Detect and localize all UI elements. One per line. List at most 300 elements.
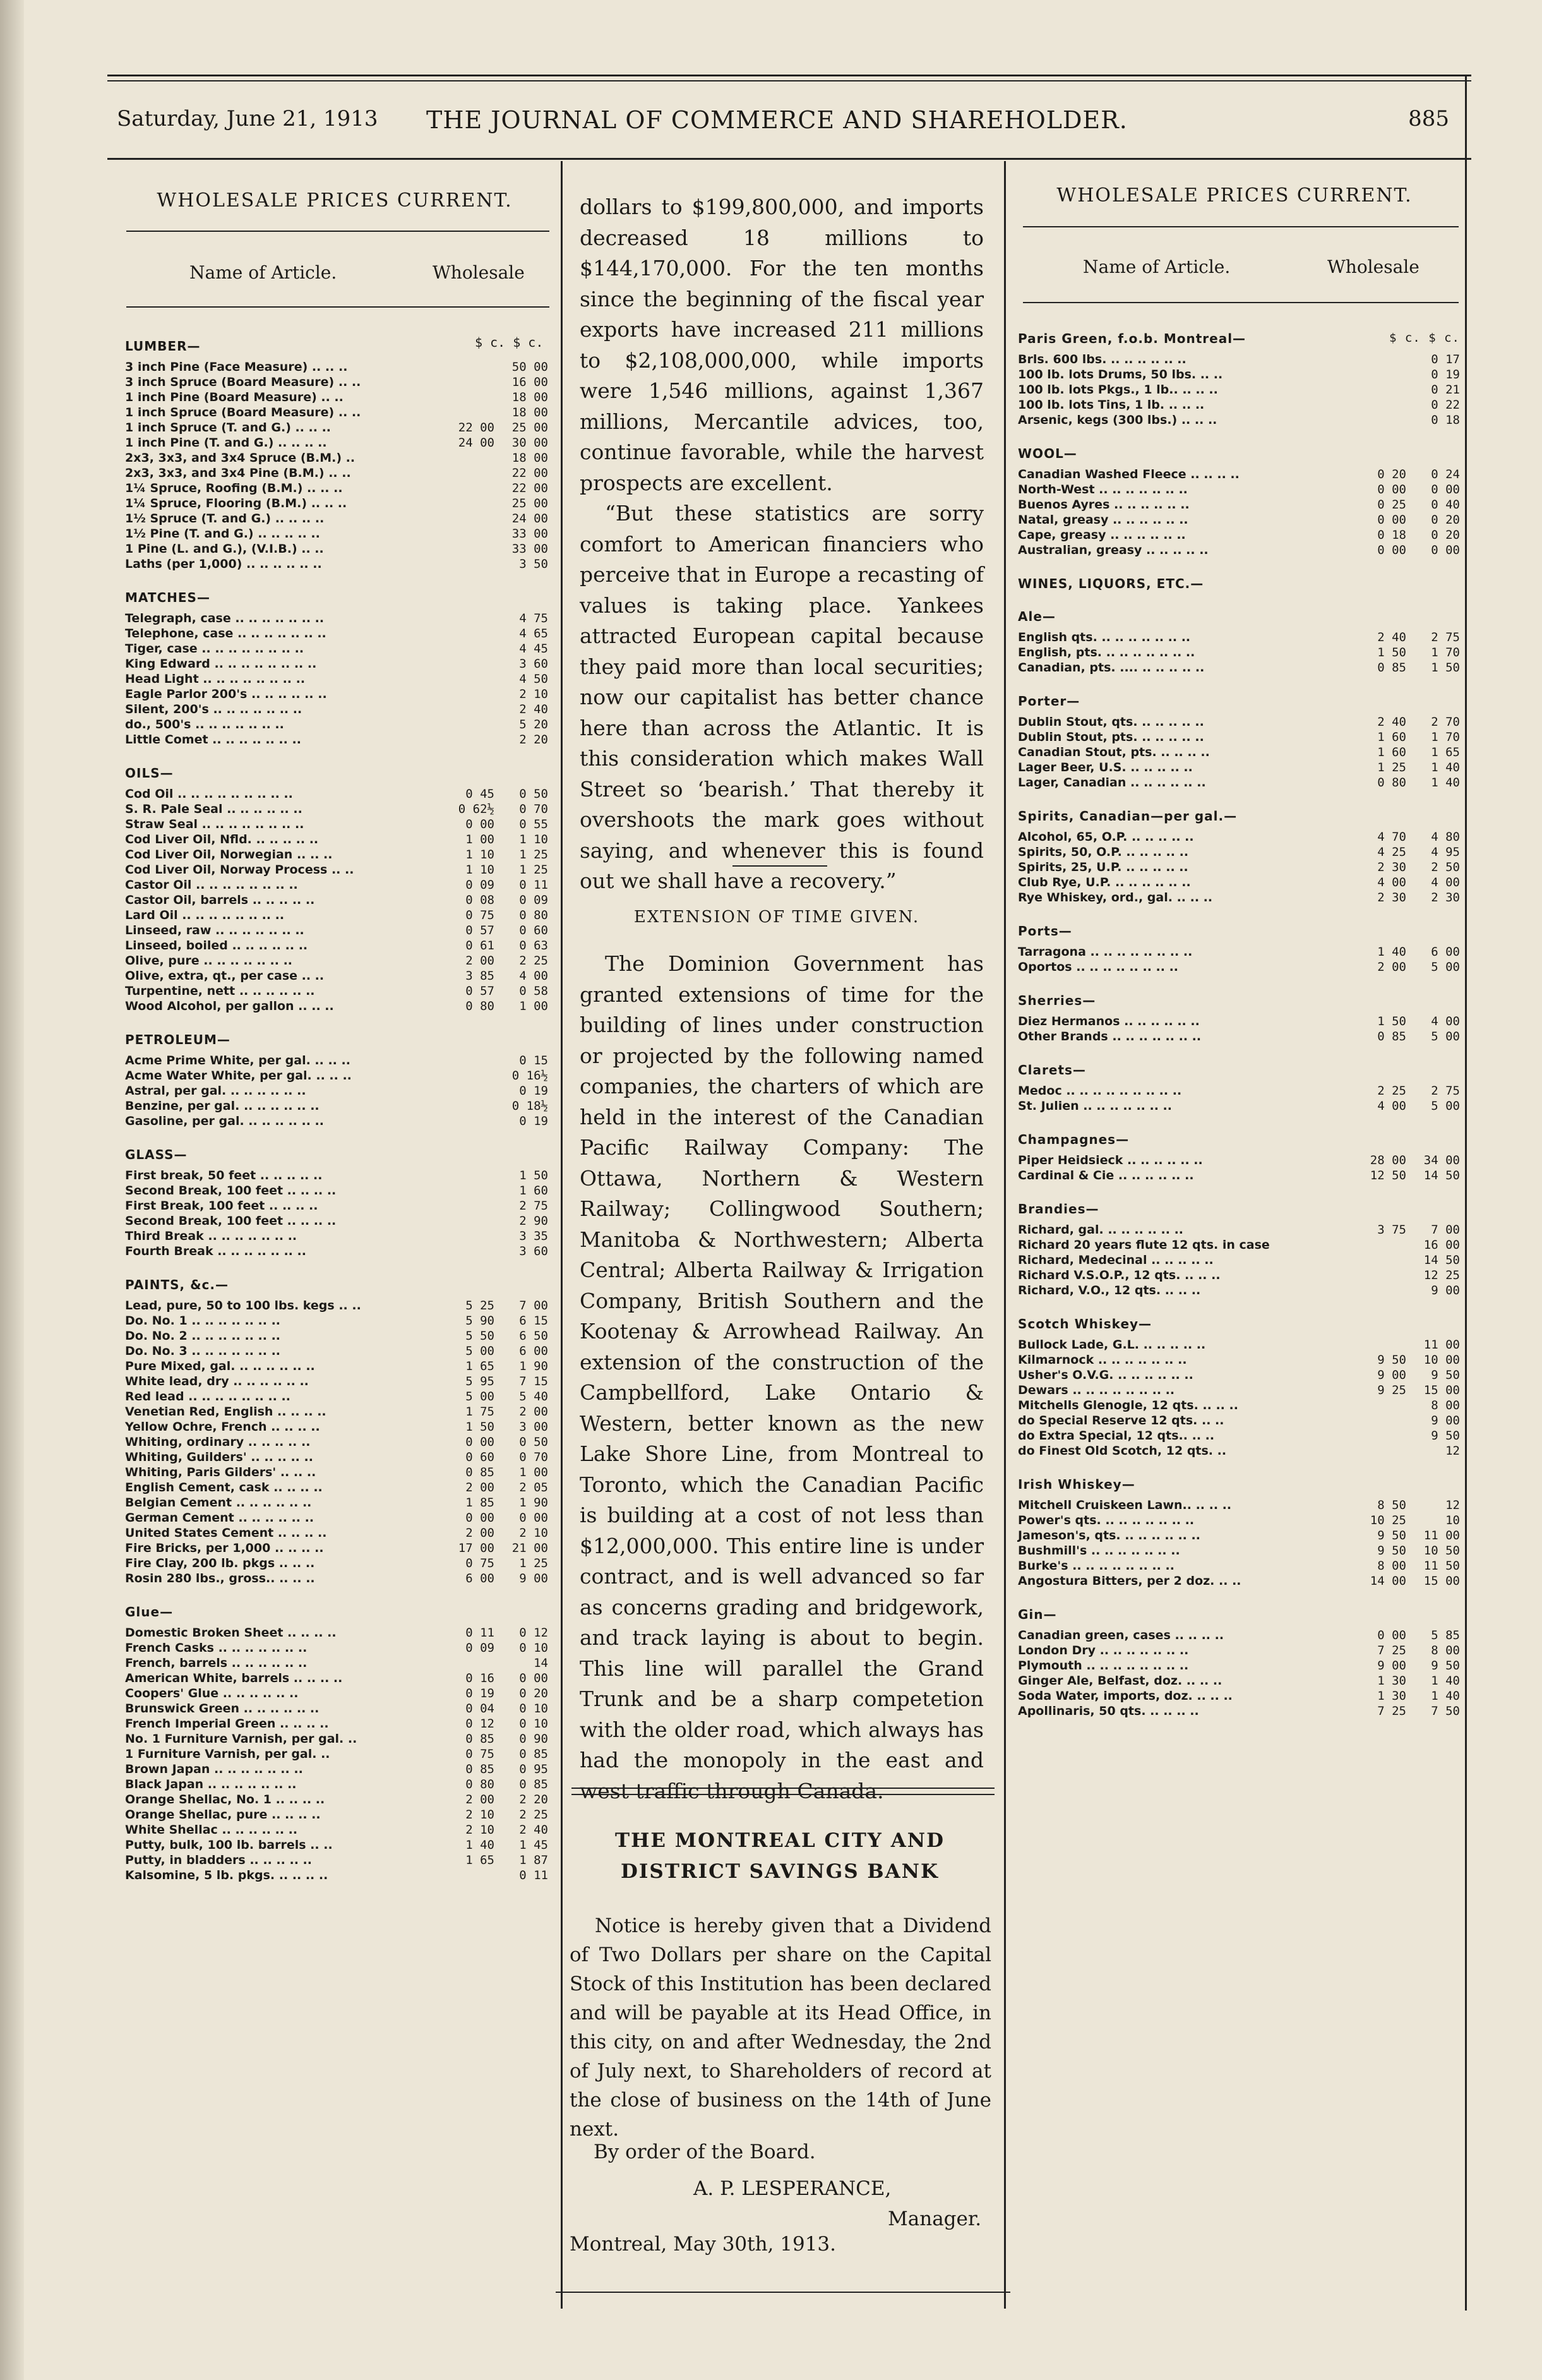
right-price-row <box>1018 368 1460 383</box>
right-price-row <box>1018 1338 1460 1353</box>
right-article-name: Spirits, 25, U.P. .. .. .. .. .. <box>1018 860 1188 874</box>
left-article-name: Gasoline, per gal. .. .. .. .. .. .. <box>125 1114 324 1128</box>
right-price-low: 0 25 <box>1377 498 1406 512</box>
left-price-row <box>125 527 549 542</box>
left-article-name: Pure Mixed, gal. .. .. .. .. .. .. <box>125 1359 315 1373</box>
bottom-rule <box>556 2292 1010 2293</box>
notice-role: Manager. <box>888 2208 982 2230</box>
left-article-name: Fire Clay, 200 lb. pkgs .. .. .. <box>125 1556 315 1570</box>
left-price-low: 0 19 <box>465 1686 494 1700</box>
left-article-name: do., 500's .. .. .. .. .. .. .. <box>125 718 284 731</box>
right-section-title: Sherries— <box>1018 993 1096 1008</box>
left-price-high: 1 90 <box>519 1359 548 1373</box>
left-price-low: 0 00 <box>465 817 494 831</box>
left-article-name: Second Break, 100 feet .. .. .. .. <box>125 1214 337 1228</box>
left-price-row <box>125 1199 549 1214</box>
left-section-title: LUMBER— <box>125 339 201 354</box>
right-price-high: 9 50 <box>1431 1659 1460 1673</box>
right-price-high: 15 00 <box>1423 1383 1460 1397</box>
right-price-high: 5 00 <box>1431 1099 1460 1113</box>
left-price-low: 0 80 <box>465 999 494 1013</box>
left-price-row <box>125 1808 549 1823</box>
left-price-low: 0 85 <box>465 1732 494 1746</box>
left-article-name: Do. No. 1 .. .. .. .. .. .. .. <box>125 1314 281 1328</box>
left-price-high: 1 00 <box>519 1465 548 1479</box>
left-price-high: 0 00 <box>519 1511 548 1525</box>
right-article-name: Richard 20 years flute 12 qts. in case <box>1018 1238 1270 1252</box>
left-price-low: 2 00 <box>465 954 494 968</box>
right-article-name: Canadian, pts. .... .. .. .. .. .. <box>1018 661 1205 675</box>
right-price-row <box>1018 513 1460 528</box>
right-price-low: 1 30 <box>1377 1674 1406 1688</box>
left-article-name: French Casks .. .. .. .. .. .. .. <box>125 1641 308 1655</box>
right-price-row <box>1018 1353 1460 1368</box>
right-article-name: Bullock Lade, G.L. .. .. .. .. .. <box>1018 1338 1206 1352</box>
left-price-row <box>125 733 549 748</box>
right-price-high: 7 00 <box>1431 1223 1460 1237</box>
left-price-low: 0 57 <box>465 923 494 937</box>
left-price-high: 33 00 <box>511 542 548 556</box>
right-price-high: 11 00 <box>1423 1338 1460 1352</box>
left-article-name: No. 1 Furniture Varnish, per gal. .. <box>125 1732 357 1746</box>
right-price-high: 1 40 <box>1431 760 1460 774</box>
right-price-high: 9 50 <box>1431 1429 1460 1443</box>
right-price-high: 12 <box>1445 1444 1460 1458</box>
left-price-row <box>125 939 549 954</box>
right-price-low: 0 85 <box>1377 661 1406 675</box>
left-subheading-rule <box>126 306 549 308</box>
left-price-high: 3 60 <box>519 1244 548 1258</box>
left-article-name: 3 inch Pine (Face Measure) .. .. .. <box>125 360 348 374</box>
right-price-low: 9 50 <box>1377 1529 1406 1542</box>
right-price-low: 0 18 <box>1377 528 1406 542</box>
left-article-name: Whiting, ordinary .. .. .. .. .. <box>125 1435 311 1449</box>
right-article-name: 100 lb. lots Tins, 1 lb. .. .. .. <box>1018 398 1205 412</box>
left-article-name: Silent, 200's .. .. .. .. .. .. .. <box>125 702 302 716</box>
right-price-high: 1 40 <box>1431 1689 1460 1703</box>
article-paragraph-2: “But these statistics are sorry comfort to American financiers who perceive that in Europe a recasting of values is taking place. Yankees attracted European capital because they paid more than local securities; now our capitalist has better chance here than across the Atlantic. It is this consideration which makes Wall Street so ‘bearish.’ That thereby it overshoots the mark goes without saying, and whenever this is found out we shall have a recovery.” <box>580 501 984 893</box>
left-price-low: 0 62½ <box>458 802 494 816</box>
right-price-row <box>1018 1628 1460 1644</box>
left-price-row <box>125 1299 549 1314</box>
right-article-name: Power's qts. .. .. .. .. .. .. .. <box>1018 1513 1195 1527</box>
left-price-row <box>125 1777 549 1793</box>
left-price-low: 0 12 <box>465 1717 494 1731</box>
left-price-row <box>125 512 549 527</box>
frame-right-rule <box>1465 75 1467 2311</box>
notice-signer: A. P. LESPERANCE, <box>693 2177 892 2200</box>
left-price-row <box>125 832 549 848</box>
left-price-high: 2 20 <box>519 1793 548 1806</box>
left-price-high: 2 75 <box>519 1199 548 1213</box>
left-price-row <box>125 1641 549 1656</box>
left-price-row <box>125 1671 549 1686</box>
right-price-high: 9 50 <box>1431 1368 1460 1382</box>
right-price-row <box>1018 1674 1460 1689</box>
right-price-high: 4 00 <box>1431 875 1460 889</box>
left-article-name: S. R. Pale Seal .. .. .. .. .. .. <box>125 802 302 816</box>
left-price-row <box>125 657 549 672</box>
right-article-name: do Special Reserve 12 qts. .. .. <box>1018 1414 1224 1427</box>
left-price-high: 0 18½ <box>511 1099 548 1113</box>
right-price-low: 1 30 <box>1377 1689 1406 1703</box>
right-price-low: 9 50 <box>1377 1544 1406 1558</box>
left-price-high: 18 00 <box>511 390 548 404</box>
left-price-row <box>125 718 549 733</box>
left-article-name: Cod Liver Oil, Norway Process .. .. <box>125 863 354 877</box>
right-wholesale-label: Wholesale <box>1327 256 1419 277</box>
right-price-row <box>1018 543 1460 558</box>
left-price-row <box>125 611 549 627</box>
left-price-row <box>125 451 549 466</box>
left-section-title: PETROLEUM— <box>125 1032 230 1047</box>
notice-title-2: DISTRICT SAVINGS BANK <box>621 1860 939 1883</box>
left-price-high: 0 50 <box>519 1435 548 1449</box>
right-section-title: Paris Green, f.o.b. Montreal— $ c. $ c. <box>1018 331 1460 346</box>
left-article-name: 1 inch Spruce (T. and G.) .. .. .. <box>125 421 332 435</box>
left-price-low: 0 16 <box>465 1671 494 1685</box>
left-price-list <box>125 335 549 1884</box>
left-article-name: 1 inch Pine (T. and G.) .. .. .. .. <box>125 436 327 450</box>
right-article-name: do Finest Old Scotch, 12 qts. .. <box>1018 1444 1227 1458</box>
left-article-name: Castor Oil .. .. .. .. .. .. .. .. <box>125 878 298 892</box>
left-price-high: 0 85 <box>519 1777 548 1791</box>
left-price-high: 25 00 <box>511 421 548 435</box>
right-price-row <box>1018 1084 1460 1099</box>
right-price-row <box>1018 1153 1460 1169</box>
right-price-high: 11 50 <box>1423 1559 1460 1573</box>
left-price-low: 0 61 <box>465 939 494 953</box>
right-price-high: 34 00 <box>1423 1153 1460 1167</box>
right-price-row <box>1018 1544 1460 1559</box>
left-price-high: 0 20 <box>519 1686 548 1700</box>
left-price-low: 0 85 <box>465 1762 494 1776</box>
left-price-high: 0 80 <box>519 908 548 922</box>
left-article-name: Cod Liver Oil, Nfld. .. .. .. .. .. <box>125 832 319 846</box>
left-article-name: Putty, bulk, 100 lb. barrels .. .. <box>125 1838 333 1852</box>
right-article-name: Cardinal & Cie .. .. .. .. .. .. <box>1018 1169 1194 1182</box>
right-price-high: 0 21 <box>1431 383 1460 397</box>
left-price-high: 6 50 <box>519 1329 548 1343</box>
right-price-low: 9 00 <box>1377 1659 1406 1673</box>
right-price-high: 4 95 <box>1431 845 1460 859</box>
left-price-high: 0 12 <box>519 1626 548 1640</box>
left-article-name: Little Comet .. .. .. .. .. .. .. <box>125 733 301 747</box>
left-price-row <box>125 687 549 702</box>
left-price-high: 24 00 <box>511 512 548 526</box>
right-article-name: Canadian Stout, pts. .. .. .. .. <box>1018 745 1210 759</box>
right-name-label: Name of Article. <box>1083 256 1231 277</box>
left-price-high: 2 25 <box>519 954 548 968</box>
left-article-name: 1 Furniture Varnish, per gal. .. <box>125 1747 330 1761</box>
right-price-high: 11 00 <box>1423 1529 1460 1542</box>
right-price-high: 2 70 <box>1431 715 1460 729</box>
left-article-name: 1 Pine (L. and G.), (V.I.B.) .. .. <box>125 542 324 556</box>
right-article-name: Dublin Stout, pts. .. .. .. .. .. <box>1018 730 1204 744</box>
left-price-row <box>125 1314 549 1329</box>
right-article-name: Richard, gal. .. .. .. .. .. .. <box>1018 1223 1184 1237</box>
right-article-name: Medoc .. .. .. .. .. .. .. .. .. <box>1018 1084 1182 1098</box>
right-price-low: 9 50 <box>1377 1353 1406 1367</box>
left-price-low: 0 75 <box>465 1556 494 1570</box>
left-article-name: Olive, extra, qt., per case .. .. <box>125 969 325 983</box>
left-article-name: Brown Japan .. .. .. .. .. .. .. <box>125 1762 303 1776</box>
right-article-name: Kilmarnock .. .. .. .. .. .. .. <box>1018 1353 1187 1367</box>
left-price-row <box>125 1054 549 1069</box>
left-price-high: 0 09 <box>519 893 548 907</box>
left-price-low: 24 00 <box>458 436 494 450</box>
left-price-row <box>125 1823 549 1838</box>
left-price-low: 2 00 <box>465 1526 494 1540</box>
right-article-name: Natal, greasy .. .. .. .. .. .. <box>1018 513 1188 527</box>
left-article-name: Lard Oil .. .. .. .. .. .. .. .. <box>125 908 285 922</box>
top-double-rule <box>107 75 1471 81</box>
right-price-row <box>1018 467 1460 483</box>
right-price-high: 1 40 <box>1431 776 1460 790</box>
left-article-name: Fourth Break .. .. .. .. .. .. .. <box>125 1244 306 1258</box>
right-price-high: 1 70 <box>1431 646 1460 659</box>
left-price-low: 0 00 <box>465 1511 494 1525</box>
left-article-name: Whiting, Guilders' .. .. .. .. .. <box>125 1450 313 1464</box>
left-price-high: 0 85 <box>519 1747 548 1761</box>
right-section-title: Scotch Whiskey— <box>1018 1316 1152 1331</box>
right-price-row <box>1018 1429 1460 1444</box>
right-price-row <box>1018 1223 1460 1238</box>
left-price-low: 1 10 <box>465 848 494 862</box>
left-price-low: 0 85 <box>465 1465 494 1479</box>
right-price-high: 6 00 <box>1431 945 1460 959</box>
left-price-high: 25 00 <box>511 496 548 510</box>
right-price-low: 9 25 <box>1377 1383 1406 1397</box>
notice-top-rule-2 <box>571 1794 995 1795</box>
right-price-high: 10 00 <box>1423 1353 1460 1367</box>
right-price-low: 8 00 <box>1377 1559 1406 1573</box>
left-price-row <box>125 878 549 893</box>
right-price-high: 5 00 <box>1431 960 1460 974</box>
left-price-high: 0 10 <box>519 1702 548 1716</box>
left-price-high: 1 10 <box>519 832 548 846</box>
notice-dateline: Montreal, May 30th, 1913. <box>570 2233 837 2256</box>
left-price-low: 22 00 <box>458 421 494 435</box>
left-price-row <box>125 1526 549 1541</box>
right-article-name: Mitchells Glenogle, 12 qts. .. .. .. <box>1018 1398 1238 1412</box>
right-price-row <box>1018 1414 1460 1429</box>
left-article-name: 2x3, 3x3, and 3x4 Pine (B.M.) .. .. <box>125 466 351 480</box>
right-section-title: Gin— <box>1018 1607 1057 1622</box>
left-price-row <box>125 557 549 572</box>
left-article-name: Astral, per gal. .. .. .. .. .. .. <box>125 1084 306 1098</box>
left-price-high: 6 00 <box>519 1344 548 1358</box>
right-price-row <box>1018 776 1460 791</box>
left-article-name: Do. No. 2 .. .. .. .. .. .. .. <box>125 1329 281 1343</box>
left-article-name: Telephone, case .. .. .. .. .. .. .. <box>125 627 326 640</box>
left-price-row <box>125 1465 549 1481</box>
right-article-name: do Extra Special, 12 qts.. .. .. <box>1018 1429 1215 1443</box>
right-article-name: English, pts. .. .. .. .. .. .. .. <box>1018 646 1195 659</box>
right-price-high: 0 24 <box>1431 467 1460 481</box>
right-article-name: Ginger Ale, Belfast, doz. .. .. .. <box>1018 1674 1222 1688</box>
left-price-high: 6 15 <box>519 1314 548 1328</box>
left-price-high: 0 95 <box>519 1762 548 1776</box>
right-section-title: Irish Whiskey— <box>1018 1477 1135 1492</box>
left-article-name: Acme Prime White, per gal. .. .. .. <box>125 1054 350 1067</box>
right-price-low: 1 50 <box>1377 646 1406 659</box>
left-price-row <box>125 893 549 908</box>
left-article-name: 1 inch Spruce (Board Measure) .. .. <box>125 406 361 419</box>
left-price-low: 1 75 <box>465 1405 494 1419</box>
left-article-name: Laths (per 1,000) .. .. .. .. .. .. <box>125 557 322 571</box>
right-price-low: 3 75 <box>1377 1223 1406 1237</box>
left-price-high: 33 00 <box>511 527 548 541</box>
right-price-low: 0 85 <box>1377 1030 1406 1043</box>
left-price-low: 1 65 <box>465 1853 494 1867</box>
right-article-name: Soda Water, imports, doz. .. .. .. <box>1018 1689 1233 1703</box>
left-article-name: Castor Oil, barrels .. .. .. .. .. <box>125 893 315 907</box>
left-price-high: 2 90 <box>519 1214 548 1228</box>
left-article-name: Cod Liver Oil, Norwegian .. .. .. <box>125 848 333 862</box>
left-price-high: 4 00 <box>519 969 548 983</box>
left-article-name: First Break, 100 feet .. .. .. .. <box>125 1199 318 1213</box>
left-price-row <box>125 787 549 802</box>
article-paragraph-1: dollars to $199,800,000, and imports decreased 18 millions to $144,170,000. For the ten months since the beginning of the fiscal year exports have increased 211 millions to $2,108,000,000, while imports were 1,546 millions, against 1,367 millions, Mercantile advices, too, continue favorable, while the harvest prospects are excellent. <box>580 195 984 495</box>
right-price-low: 0 20 <box>1377 467 1406 481</box>
left-article-name: Black Japan .. .. .. .. .. .. .. <box>125 1777 297 1791</box>
left-price-high: 50 00 <box>511 360 548 374</box>
right-article-name: Alcohol, 65, O.P. .. .. .. .. .. <box>1018 830 1194 844</box>
left-price-high: 4 65 <box>519 627 548 640</box>
left-price-row <box>125 627 549 642</box>
right-article-name: Apollinaris, 50 qts. .. .. .. .. <box>1018 1704 1199 1718</box>
extension-paragraph: The Dominion Government has granted extensions of time for the building of lines under construction or projected by the following named companies, the charters of which are held in the interest of the Canadian Pacific Railway Company: The Ottawa, Northern & Western Railway; Collingwood Southern; Manitoba & Northwestern; Alberta Central; Alberta Railway & Irrigation Company, British Southern and the Kootenay & Arrowhead Railway. An extension of the construction of the Campbellford, Lake Ontario & Western, better known as the new Lake Shore Line, from Montreal to Toronto, which the Canadian Pacific is building at a cost of not less than $12,000,000. This entire line is under contract, and is well advanced so far as concerns grading and bridgework, and track laying is about to begin. This line will parallel the Grand Trunk and be a sharp competetion with the older road, which always has had the monopoly in the east and west traffic through Canada. <box>580 951 984 1803</box>
left-wholesale-label: Wholesale <box>433 262 525 283</box>
right-price-row <box>1018 413 1460 428</box>
left-article-name: Linseed, raw .. .. .. .. .. .. .. <box>125 923 304 937</box>
left-price-high: 7 00 <box>519 1299 548 1313</box>
left-price-low: 0 75 <box>465 1747 494 1761</box>
left-price-high: 1 87 <box>519 1853 548 1867</box>
right-price-low: 0 00 <box>1377 543 1406 557</box>
left-price-row <box>125 1496 549 1511</box>
left-price-low: 2 10 <box>465 1823 494 1837</box>
extension-heading: EXTENSION OF TIME GIVEN. <box>633 908 920 927</box>
left-price-high: 1 25 <box>519 1556 548 1570</box>
left-price-row <box>125 863 549 878</box>
left-price-high: 0 11 <box>519 1868 548 1882</box>
left-price-high: 2 25 <box>519 1808 548 1822</box>
left-article-name: Orange Shellac, pure .. .. .. .. <box>125 1808 321 1822</box>
left-article-name: Linseed, boiled .. .. .. .. .. .. <box>125 939 308 953</box>
left-price-high: 21 00 <box>511 1541 548 1555</box>
right-price-row <box>1018 715 1460 730</box>
left-price-low: 1 85 <box>465 1496 494 1510</box>
article-separator <box>732 865 827 867</box>
left-price-row <box>125 542 549 557</box>
right-price-row <box>1018 730 1460 745</box>
left-price-high: 7 15 <box>519 1374 548 1388</box>
right-price-row <box>1018 760 1460 776</box>
right-price-row <box>1018 383 1460 398</box>
right-price-low: 2 40 <box>1377 630 1406 644</box>
left-article-name: Brunswick Green .. .. .. .. .. .. <box>125 1702 320 1716</box>
right-article-name: Rye Whiskey, ord., gal. .. .. .. <box>1018 891 1213 905</box>
right-section-title: Porter— <box>1018 694 1080 709</box>
right-price-low: 0 00 <box>1377 483 1406 496</box>
left-price-low: 0 08 <box>465 893 494 907</box>
left-article-name: 1¼ Spruce, Roofing (B.M.) .. .. .. <box>125 481 343 495</box>
right-article-name: Bushmill's .. .. .. .. .. .. .. <box>1018 1544 1180 1558</box>
right-price-high: 10 50 <box>1423 1544 1460 1558</box>
left-price-row <box>125 1747 549 1762</box>
left-price-low: 0 11 <box>465 1626 494 1640</box>
left-price-low: 1 10 <box>465 863 494 877</box>
right-price-high: 12 <box>1445 1498 1460 1512</box>
left-article-name: Lead, pure, 50 to 100 lbs. kegs .. .. <box>125 1299 361 1313</box>
right-article-name: London Dry .. .. .. .. .. .. .. <box>1018 1644 1189 1657</box>
page-header <box>117 106 1449 150</box>
left-price-row <box>125 908 549 923</box>
right-price-high: 1 40 <box>1431 1674 1460 1688</box>
right-price-low: 10 25 <box>1370 1513 1406 1527</box>
left-price-high: 9 00 <box>519 1572 548 1585</box>
left-article-name: 3 inch Spruce (Board Measure) .. .. <box>125 375 361 389</box>
right-price-low: 8 50 <box>1377 1498 1406 1512</box>
right-price-high: 9 00 <box>1431 1283 1460 1297</box>
right-price-high: 0 19 <box>1431 368 1460 382</box>
right-article-name: Dewars .. .. .. .. .. .. .. .. <box>1018 1383 1175 1397</box>
left-price-high: 30 00 <box>511 436 548 450</box>
right-price-low: 9 00 <box>1377 1368 1406 1382</box>
left-price-row <box>125 1169 549 1184</box>
right-price-high: 2 30 <box>1431 891 1460 905</box>
left-article-name: Second Break, 100 feet .. .. .. .. <box>125 1184 337 1198</box>
left-price-low: 1 40 <box>465 1838 494 1852</box>
right-price-row <box>1018 528 1460 543</box>
right-article-name: English qts. .. .. .. .. .. .. .. <box>1018 630 1191 644</box>
right-article-name: Diez Hermanos .. .. .. .. .. .. <box>1018 1014 1200 1028</box>
right-price-row <box>1018 1169 1460 1184</box>
right-article-name: Burke's .. .. .. .. .. .. .. .. <box>1018 1559 1174 1573</box>
left-price-row <box>125 1329 549 1344</box>
right-price-row <box>1018 398 1460 413</box>
right-article-name: Tarragona .. .. .. .. .. .. .. .. <box>1018 945 1193 959</box>
left-price-row <box>125 1374 549 1390</box>
right-price-low: 14 00 <box>1370 1574 1406 1588</box>
left-article-name: Wood Alcohol, per gallon .. .. .. <box>125 999 334 1013</box>
right-article-name: Plymouth .. .. .. .. .. .. .. .. <box>1018 1659 1189 1673</box>
right-price-high: 1 50 <box>1431 661 1460 675</box>
left-price-low: 5 00 <box>465 1390 494 1403</box>
extension-article <box>580 949 984 1806</box>
left-section-title: GLASS— <box>125 1147 188 1162</box>
right-price-row <box>1018 630 1460 646</box>
left-article-name: King Edward .. .. .. .. .. .. .. .. <box>125 657 317 671</box>
left-price-row <box>125 1868 549 1884</box>
left-price-row <box>125 1541 549 1556</box>
left-article-name: Do. No. 3 .. .. .. .. .. .. .. <box>125 1344 281 1358</box>
left-price-high: 2 40 <box>519 1823 548 1837</box>
right-price-row <box>1018 891 1460 906</box>
left-price-high: 3 60 <box>519 657 548 671</box>
left-article-name: 1½ Pine (T. and G.) .. .. .. .. .. <box>125 527 320 541</box>
right-price-list <box>1018 327 1460 1719</box>
left-price-row <box>125 1853 549 1868</box>
left-price-high: 1 25 <box>519 863 548 877</box>
left-price-high: 18 00 <box>511 406 548 419</box>
right-article-name: Lager, Canadian .. .. .. .. .. .. <box>1018 776 1206 790</box>
right-article-name: Lager Beer, U.S. .. .. .. .. .. <box>1018 760 1193 774</box>
right-price-high: 9 00 <box>1431 1414 1460 1427</box>
right-article-name: Angostura Bitters, per 2 doz. .. .. <box>1018 1574 1241 1588</box>
